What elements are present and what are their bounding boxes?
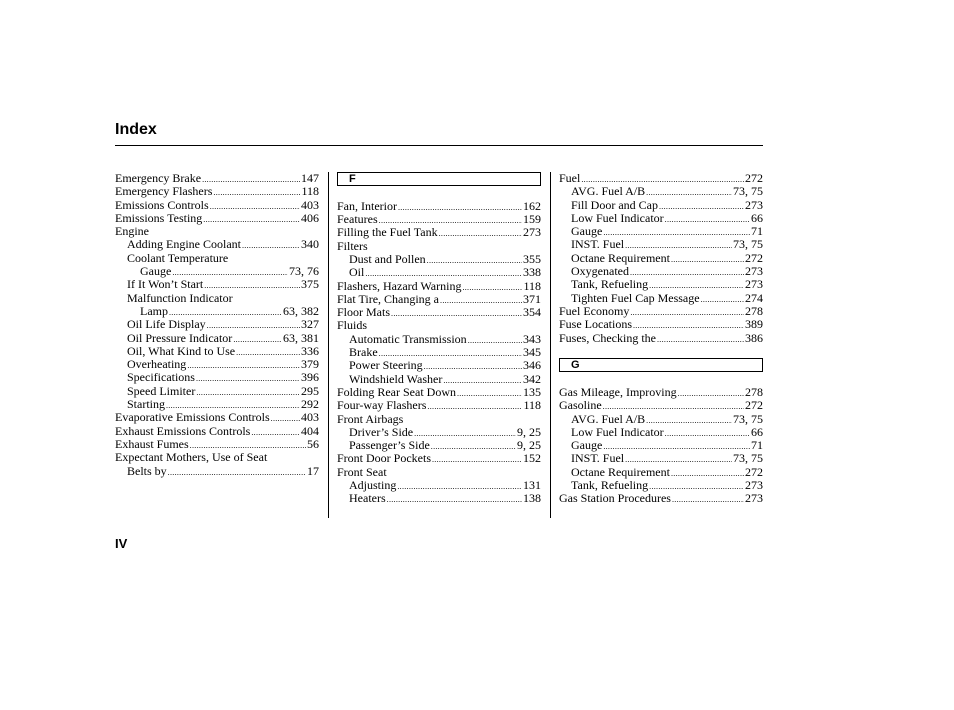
entry-term: AVG. Fuel A/B	[571, 411, 646, 426]
entry-term: Front Seat	[337, 464, 387, 479]
dot-leader	[440, 294, 522, 307]
entry-page-number: 135	[523, 384, 541, 399]
index-entry	[115, 411, 319, 424]
dot-leader	[678, 387, 744, 400]
index-entry	[115, 451, 319, 464]
entry-page-number: 73, 75	[733, 451, 763, 466]
dot-leader	[398, 201, 522, 214]
entry-page-number: 278	[745, 303, 763, 318]
entry-term: Exhaust Fumes	[115, 436, 189, 451]
index-subentry	[337, 492, 541, 505]
entry-page-number: 273	[745, 478, 763, 493]
entry-term: Front Door Pockets	[337, 451, 431, 466]
entry-page-number: 327	[301, 317, 319, 332]
dot-leader	[671, 253, 744, 266]
entry-term: Overheating	[127, 357, 187, 372]
dot-leader	[427, 254, 522, 267]
entry-page-number: 274	[745, 290, 763, 305]
entry-term: Brake	[349, 345, 378, 360]
index-entry	[115, 438, 319, 451]
entry-term: If It Won’t Start	[127, 277, 204, 292]
entry-term: Folding Rear Seat Down	[337, 384, 456, 399]
index-subentry	[559, 199, 763, 212]
dot-leader	[701, 293, 744, 306]
index-subentry	[115, 318, 319, 331]
index-subentry	[559, 185, 763, 198]
entry-page-number: 336	[301, 343, 319, 358]
entry-page-number: 272	[745, 464, 763, 479]
spacer	[559, 373, 763, 386]
index-column-3	[559, 172, 763, 506]
entry-term: Evaporative Emissions Controls	[115, 410, 270, 425]
dot-leader	[603, 226, 750, 239]
dot-leader	[439, 227, 522, 240]
entry-page-number: 131	[523, 478, 541, 493]
index-subentry	[115, 345, 319, 358]
dot-leader	[432, 453, 522, 466]
dot-leader	[251, 426, 300, 439]
entry-term: INST. Fuel	[571, 237, 625, 252]
index-subentry	[115, 292, 319, 305]
entry-term: Features	[337, 212, 378, 227]
entry-page-number: 63, 382	[283, 303, 319, 318]
index-subentry	[115, 305, 319, 318]
entry-term: Oil, What Kind to Use	[127, 343, 236, 358]
index-entry	[559, 318, 763, 331]
dot-leader	[187, 359, 300, 372]
index-subentry	[115, 358, 319, 371]
entry-term: Gauge	[140, 264, 172, 279]
dot-leader	[468, 334, 522, 347]
entry-page-number: 379	[301, 357, 319, 372]
entry-page-number: 63, 381	[283, 330, 319, 345]
entry-page-number: 71	[751, 438, 763, 453]
entry-term: Tighten Fuel Cap Message	[571, 290, 700, 305]
dot-leader	[236, 346, 300, 359]
entry-term: Windshield Washer	[349, 371, 443, 386]
entry-term: Oil	[349, 265, 365, 280]
entry-term: Gas Station Procedures	[559, 491, 671, 506]
entry-page-number: 273	[523, 225, 541, 240]
dot-leader	[462, 281, 522, 294]
entry-term: Four-way Flashers	[337, 398, 427, 413]
entry-term: Gauge	[571, 224, 603, 239]
entry-term: Emergency Flashers	[115, 184, 213, 199]
entry-term: Fuse Locations	[559, 317, 632, 332]
index-entry	[337, 226, 541, 239]
index-entry	[115, 172, 319, 185]
column-divider	[550, 172, 551, 518]
entry-page-number: 389	[745, 317, 763, 332]
index-entry	[337, 240, 541, 253]
index-column-1	[115, 172, 319, 478]
dot-leader	[671, 467, 744, 480]
index-entry	[337, 280, 541, 293]
dot-leader	[202, 173, 300, 186]
page-title: Index	[115, 121, 157, 138]
entry-term: Emissions Controls	[115, 197, 209, 212]
entry-term: Oil Pressure Indicator	[127, 330, 233, 345]
entry-page-number: 17	[307, 463, 319, 478]
index-subentry	[559, 212, 763, 225]
index-subentry	[337, 439, 541, 452]
entry-page-number: 118	[523, 278, 541, 293]
index-subentry	[337, 359, 541, 372]
entry-term: Starting	[127, 397, 165, 412]
entry-page-number: 71	[751, 224, 763, 239]
entry-page-number: 278	[745, 384, 763, 399]
entry-page-number: 118	[301, 184, 319, 199]
entry-term: Emergency Brake	[115, 171, 202, 185]
index-subentry	[337, 266, 541, 279]
index-subentry	[559, 252, 763, 265]
entry-page-number: 354	[523, 305, 541, 320]
dot-leader	[427, 400, 522, 413]
entry-page-number: 342	[523, 371, 541, 386]
entry-page-number: 343	[523, 331, 541, 346]
index-entry	[337, 466, 541, 479]
index-entry	[559, 305, 763, 318]
entry-term: Fluids	[337, 318, 368, 333]
entry-page-number: 404	[301, 423, 319, 438]
page-number: IV	[115, 536, 128, 551]
spacer	[337, 187, 541, 200]
entry-page-number: 295	[301, 383, 319, 398]
section-letter-header: F	[337, 172, 541, 186]
index-subentry	[559, 225, 763, 238]
entry-term: Fuel	[559, 171, 581, 185]
dot-leader	[457, 387, 522, 400]
entry-term: Tank, Refueling	[571, 478, 649, 493]
entry-page-number: 386	[745, 330, 763, 345]
index-subentry	[115, 398, 319, 411]
index-subentry	[115, 278, 319, 291]
entry-term: Floor Mats	[337, 305, 391, 320]
index-subentry	[559, 466, 763, 479]
entry-page-number: 273	[745, 491, 763, 506]
index-entry	[337, 413, 541, 426]
entry-term: Power Steering	[349, 358, 423, 373]
entry-page-number: 73, 75	[733, 237, 763, 252]
entry-term: Dust and Pollen	[349, 251, 426, 266]
index-entry	[337, 293, 541, 306]
index-entry	[559, 172, 763, 185]
dot-leader	[242, 239, 300, 252]
dot-leader	[233, 333, 282, 346]
dot-leader	[397, 480, 522, 493]
entry-page-number: 56	[307, 436, 319, 451]
index-subentry	[115, 252, 319, 265]
index-entry	[337, 319, 541, 332]
section-letter-header: G	[559, 358, 763, 372]
index-subentry	[559, 292, 763, 305]
entry-term: Speed Limiter	[127, 383, 196, 398]
entry-page-number: 273	[745, 264, 763, 279]
entry-page-number: 66	[751, 210, 763, 225]
entry-term: Fuel Economy	[559, 303, 630, 318]
index-subentry	[559, 426, 763, 439]
entry-page-number: 9, 25	[517, 438, 541, 453]
index-subentry	[559, 265, 763, 278]
entry-term: Filling the Fuel Tank	[337, 225, 438, 240]
index-entry	[115, 199, 319, 212]
dot-leader	[665, 427, 750, 440]
entry-page-number: 371	[523, 291, 541, 306]
entry-page-number: 403	[301, 410, 319, 425]
index-subentry	[337, 373, 541, 386]
entry-page-number: 73, 76	[289, 264, 319, 279]
entry-term: Octane Requirement	[571, 250, 670, 265]
entry-page-number: 272	[745, 250, 763, 265]
index-column-2	[337, 172, 541, 506]
entry-page-number: 292	[301, 397, 319, 412]
index-entry	[559, 492, 763, 505]
entry-term: Flashers, Hazard Warning	[337, 278, 462, 293]
index-entry	[337, 213, 541, 226]
dot-leader	[672, 493, 744, 506]
entry-term: Malfunction Indicator	[127, 290, 233, 305]
dot-leader	[213, 186, 300, 199]
index-subentry	[559, 452, 763, 465]
index-entry	[337, 200, 541, 213]
entry-term: Low Fuel Indicator	[571, 424, 664, 439]
index-subentry	[115, 265, 319, 278]
entry-page-number: 345	[523, 345, 541, 360]
entry-page-number: 9, 25	[517, 424, 541, 439]
entry-term: INST. Fuel	[571, 451, 625, 466]
entry-page-number: 159	[523, 212, 541, 227]
entry-page-number: 375	[301, 277, 319, 292]
entry-term: Driver’s Side	[349, 424, 414, 439]
entry-term: AVG. Fuel A/B	[571, 184, 646, 199]
index-subentry	[337, 479, 541, 492]
index-subentry	[115, 238, 319, 251]
index-subentry	[337, 333, 541, 346]
dot-leader	[659, 200, 744, 213]
entry-term: Specifications	[127, 370, 195, 385]
index-subentry	[115, 385, 319, 398]
dot-leader	[646, 186, 732, 199]
entry-page-number: 73, 75	[733, 411, 763, 426]
entry-term: Engine	[115, 224, 149, 239]
entry-term: Gauge	[571, 438, 603, 453]
entry-page-number: 340	[301, 237, 319, 252]
entry-page-number: 66	[751, 424, 763, 439]
index-entry	[115, 185, 319, 198]
index-entry	[559, 386, 763, 399]
title-rule	[115, 145, 763, 146]
index-entry	[337, 452, 541, 465]
dot-leader	[196, 386, 300, 399]
entry-page-number: 118	[523, 398, 541, 413]
index-subentry	[559, 439, 763, 452]
entry-term: Exhaust Emissions Controls	[115, 423, 251, 438]
index-subentry	[115, 465, 319, 478]
entry-page-number: 355	[523, 251, 541, 266]
entry-page-number: 396	[301, 370, 319, 385]
entry-term: Tank, Refueling	[571, 277, 649, 292]
index-subentry	[115, 332, 319, 345]
entry-term: Gasoline	[559, 398, 602, 413]
entry-page-number: 162	[523, 198, 541, 213]
entry-term: Fan, Interior	[337, 198, 397, 213]
entry-term: Fill Door and Cap	[571, 197, 658, 212]
entry-term: Flat Tire, Changing a	[337, 291, 440, 306]
entry-page-number: 272	[745, 171, 763, 185]
entry-term: Belts by	[127, 463, 167, 478]
entry-page-number: 273	[745, 277, 763, 292]
index-subentry	[559, 413, 763, 426]
entry-page-number: 338	[523, 265, 541, 280]
index-entry	[115, 212, 319, 225]
index-subentry	[559, 278, 763, 291]
index-entry	[115, 225, 319, 238]
dot-leader	[630, 306, 744, 319]
entry-page-number: 272	[745, 398, 763, 413]
dot-leader	[168, 466, 306, 479]
entry-term: Passenger’s Side	[349, 438, 430, 453]
dot-leader	[431, 440, 516, 453]
index-entry	[559, 399, 763, 412]
dot-leader	[391, 307, 522, 320]
index-entry	[559, 332, 763, 345]
dot-leader	[665, 213, 750, 226]
entry-page-number: 403	[301, 197, 319, 212]
index-subentry	[337, 426, 541, 439]
entry-page-number: 273	[745, 197, 763, 212]
entry-term: Oil Life Display	[127, 317, 206, 332]
entry-term: Gas Mileage, Improving	[559, 384, 677, 399]
entry-term: Low Fuel Indicator	[571, 210, 664, 225]
dot-leader	[210, 200, 300, 213]
entry-term: Emissions Testing	[115, 210, 203, 225]
entry-term: Adjusting	[349, 478, 397, 493]
index-subentry	[337, 346, 541, 359]
index-entry	[337, 306, 541, 319]
entry-term: Coolant Temperature	[127, 250, 229, 265]
index-entry	[115, 425, 319, 438]
entry-page-number: 152	[523, 451, 541, 466]
spacer	[559, 345, 763, 358]
entry-term: Fuses, Checking the	[559, 330, 656, 345]
dot-leader	[196, 372, 300, 385]
dot-leader	[657, 333, 744, 346]
entry-page-number: 346	[523, 358, 541, 373]
column-divider	[328, 172, 329, 518]
entry-page-number: 138	[523, 491, 541, 506]
dot-leader	[387, 493, 522, 506]
entry-page-number: 147	[301, 171, 319, 185]
entry-page-number: 406	[301, 210, 319, 225]
entry-term: Automatic Transmission	[349, 331, 467, 346]
index-subentry	[337, 253, 541, 266]
dot-leader	[271, 412, 300, 425]
dot-leader	[203, 213, 300, 226]
index-entry	[337, 399, 541, 412]
entry-term: Lamp	[140, 303, 168, 318]
entry-term: Filters	[337, 238, 368, 253]
entry-term: Expectant Mothers, Use of Seat	[115, 450, 268, 465]
entry-term: Oxygenated	[571, 264, 629, 279]
entry-term: Front Airbags	[337, 411, 404, 426]
entry-term: Heaters	[349, 491, 386, 506]
dot-leader	[603, 440, 750, 453]
entry-term: Octane Requirement	[571, 464, 670, 479]
index-subentry	[115, 371, 319, 384]
index-entry	[337, 386, 541, 399]
index-subentry	[559, 479, 763, 492]
index-subentry	[559, 238, 763, 251]
entry-term: Adding Engine Coolant	[127, 237, 241, 252]
entry-page-number: 73, 75	[733, 184, 763, 199]
